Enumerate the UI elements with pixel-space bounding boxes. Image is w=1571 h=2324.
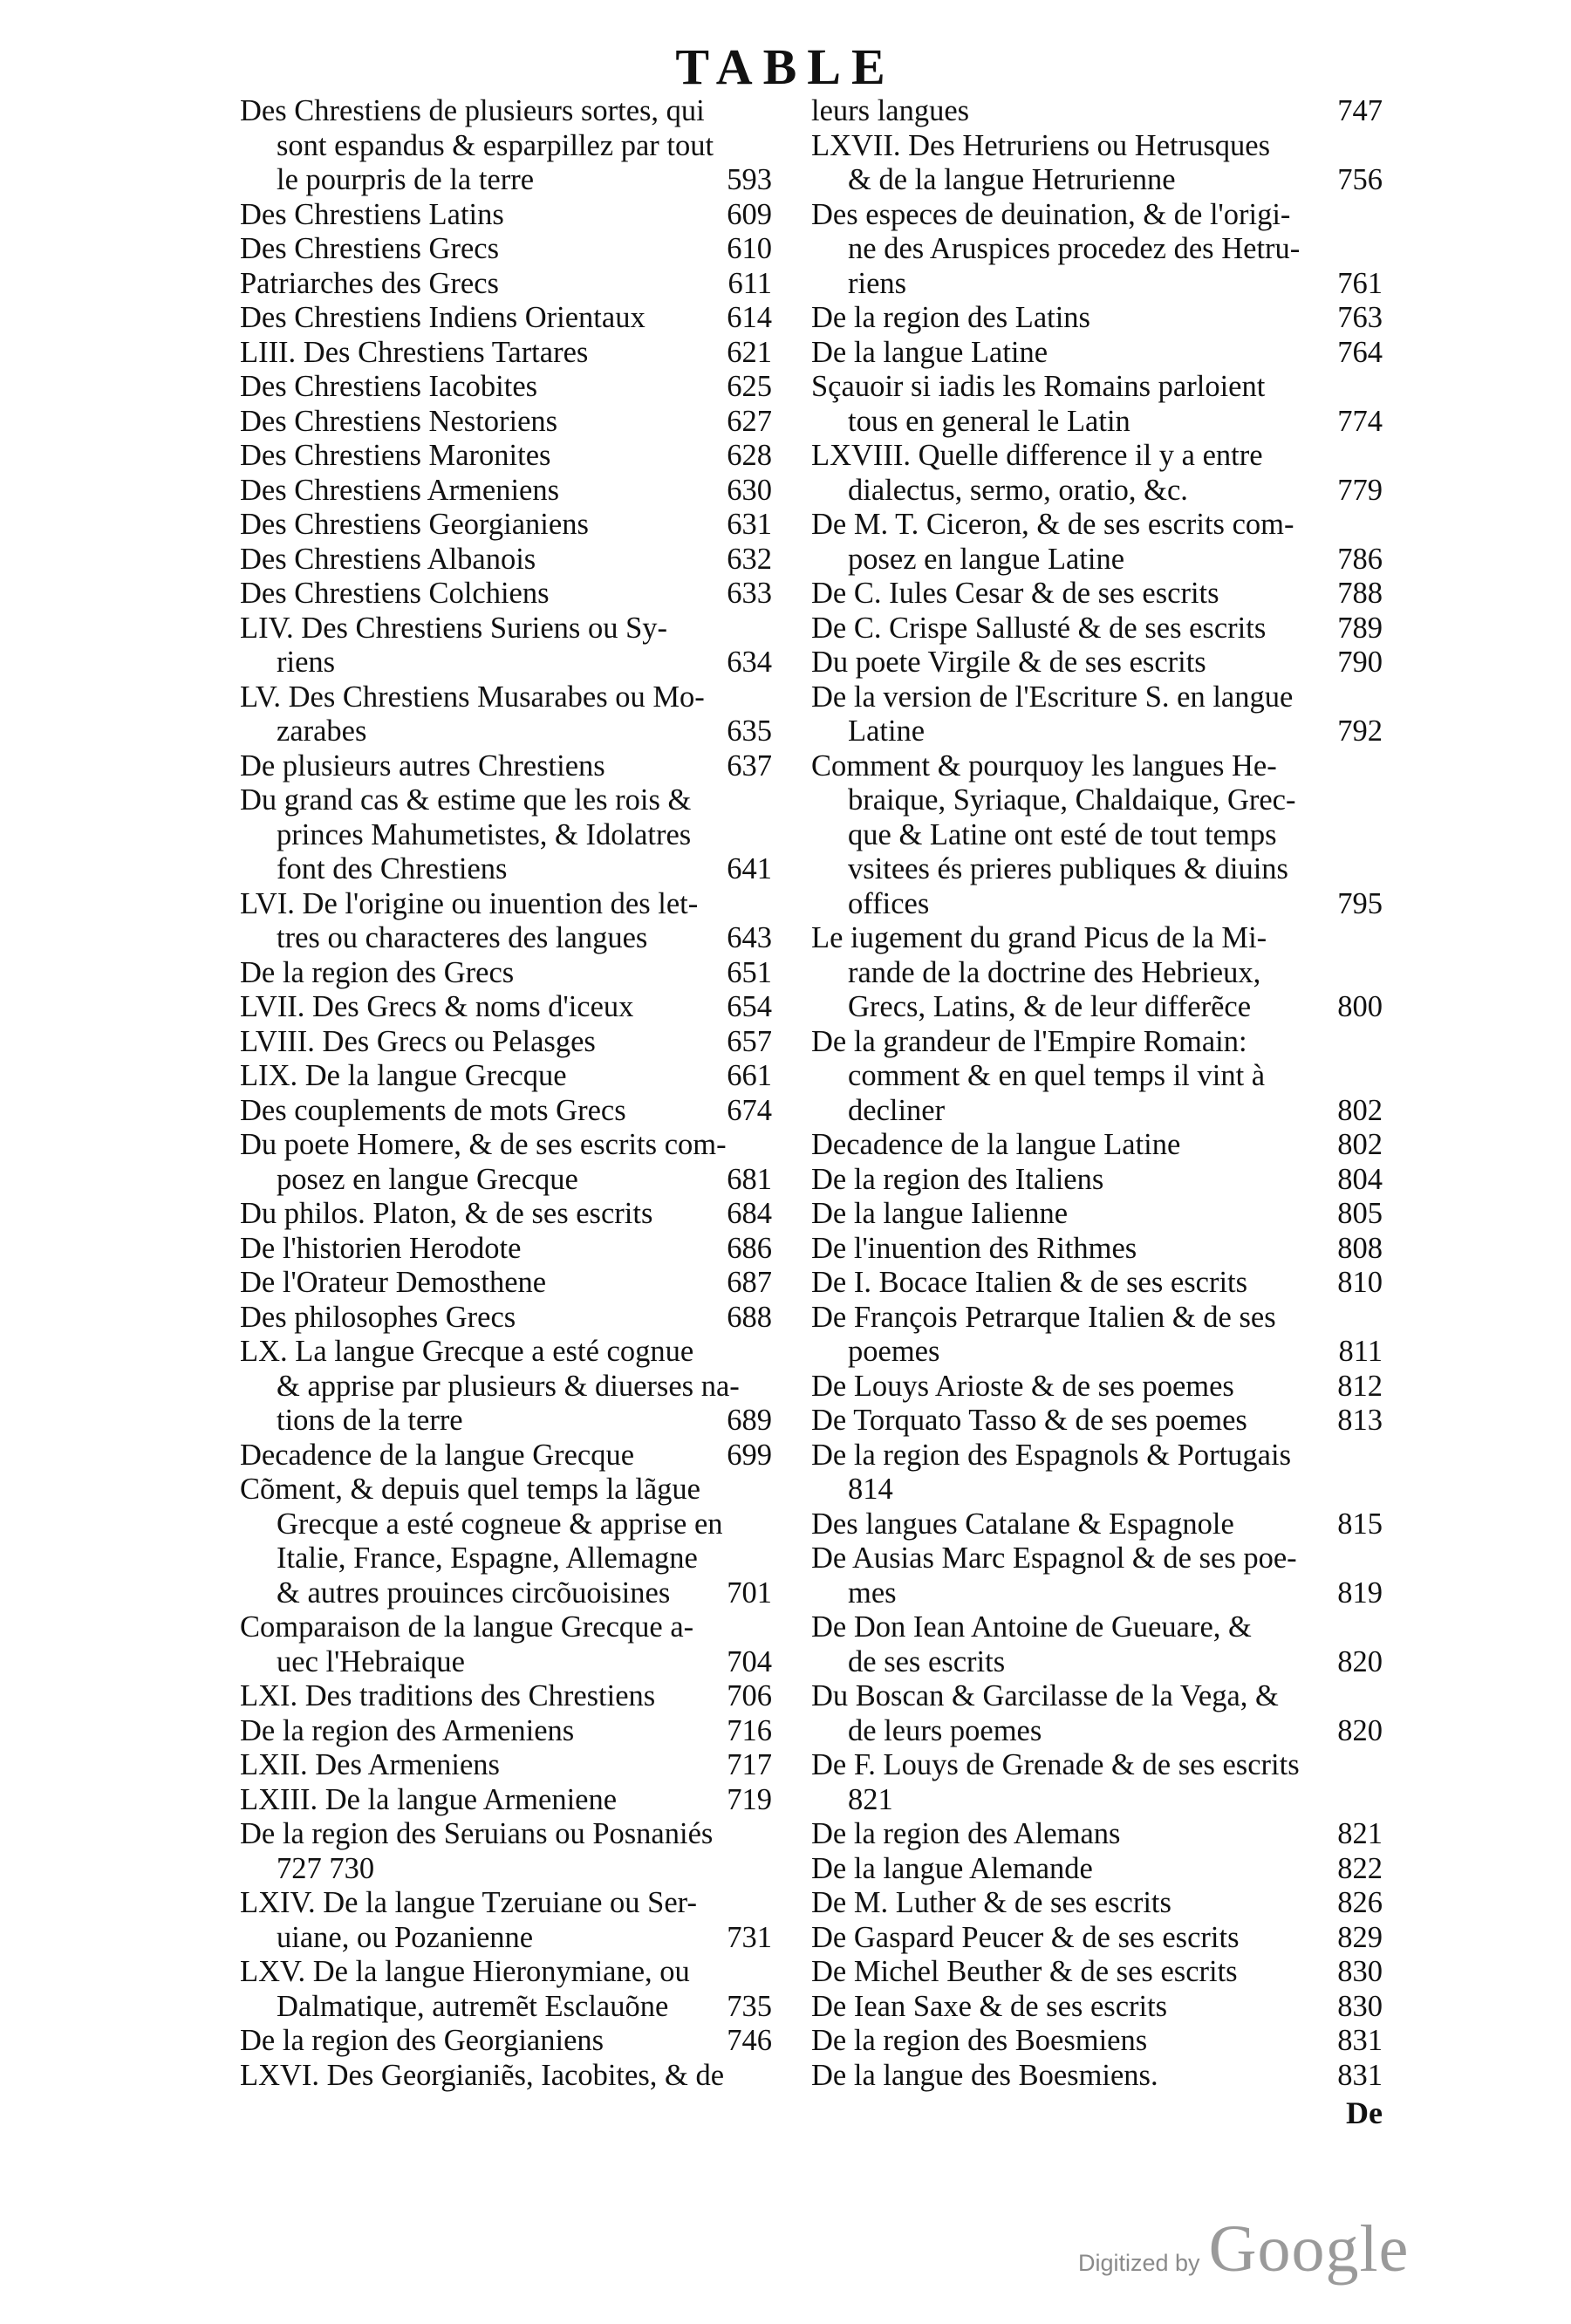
index-entry xyxy=(811,1507,1383,1542)
index-entry xyxy=(240,1025,772,1060)
entry-title: LXI. Des traditions des Chrestiens xyxy=(240,1679,656,1712)
entry-title: De la region des Grecs xyxy=(240,955,515,989)
entry-title: De François Petrarque Italien & de ses xyxy=(811,1300,1276,1334)
catchword: De xyxy=(1346,2095,1383,2130)
page-number: 621 xyxy=(727,335,772,369)
page-number: 831 xyxy=(1337,2024,1383,2057)
entry-title: De la version de l'Escriture S. en langue xyxy=(811,680,1294,714)
page-number: 717 xyxy=(727,1748,772,1781)
page-number: 657 xyxy=(727,1024,772,1058)
index-entry xyxy=(811,1817,1383,1852)
index-entry xyxy=(240,1714,772,1749)
entry-continuation: 731 uiane, ou Pozanienne xyxy=(277,1920,772,1954)
entry-continuation: ne des Aruspices procedez des Hetru- xyxy=(848,232,1301,265)
entry-title: De C. Crispe Sallusté & de ses escrits xyxy=(811,611,1267,645)
page-number: 643 xyxy=(727,921,772,954)
index-entry xyxy=(811,2059,1383,2094)
page-number: 829 xyxy=(1337,1920,1383,1954)
page-number: 611 xyxy=(727,266,772,300)
entry-title: Du philos. Platon, & de ses escrits xyxy=(240,1197,653,1230)
index-entry xyxy=(240,474,772,509)
page-number: 804 xyxy=(1337,1162,1383,1196)
index-entry xyxy=(240,1232,772,1267)
entry-title: Du grand cas & estime que les rois & xyxy=(240,783,692,817)
page-number: 789 xyxy=(1337,611,1383,645)
page-number: 812 xyxy=(1337,1369,1383,1403)
entry-title: Decadence de la langue Grecque xyxy=(240,1438,635,1472)
index-entry xyxy=(240,508,772,543)
page-title: TABLE xyxy=(675,38,896,95)
page-number: 637 xyxy=(727,748,772,783)
index-entry xyxy=(811,129,1383,198)
entry-title: LX. La langue Grecque a esté cognue xyxy=(240,1335,694,1368)
page-number: 706 xyxy=(727,1679,772,1712)
entry-title: Comparaison de la langue Grecque a- xyxy=(240,1610,694,1644)
index-entry xyxy=(240,2059,772,2094)
entry-continuation: 811 poemes xyxy=(848,1335,1383,1368)
index-entry xyxy=(811,1610,1383,1679)
page-number: 684 xyxy=(727,1197,772,1230)
index-entry xyxy=(240,612,772,680)
entry-continuation: 635 zarabes xyxy=(277,714,772,748)
entry-title: De la region des Latins xyxy=(811,301,1090,334)
index-entry xyxy=(811,1370,1383,1405)
index-entry xyxy=(240,1266,772,1301)
index-entry xyxy=(240,1197,772,1232)
entry-title: De Ausias Marc Espagnol & de ses poe- xyxy=(811,1541,1297,1575)
page-number: 687 xyxy=(727,1266,772,1299)
entry-title: Des philosophes Grecs xyxy=(240,1300,516,1334)
entry-continuation: 641 font des Chrestiens xyxy=(277,852,772,885)
left-column xyxy=(240,94,772,2093)
index-entry xyxy=(240,1335,772,1439)
index-entry xyxy=(240,1128,772,1197)
entry-title: De Michel Beuther & de ses escrits xyxy=(811,1955,1238,1988)
page-number: 764 xyxy=(1337,335,1383,369)
page-number: 795 xyxy=(1337,886,1383,920)
index-entry xyxy=(811,439,1383,508)
page-number: 820 xyxy=(1337,1713,1383,1747)
entry-title: De Louys Arioste & de ses poemes xyxy=(811,1369,1234,1403)
digitized-by-label: Digitized by xyxy=(1078,2250,1200,2276)
entry-title: Le iugement du grand Picus de la Mi- xyxy=(811,921,1267,954)
entry-continuation: 681 posez en langue Grecque xyxy=(277,1162,772,1196)
page-number: 822 xyxy=(1337,1851,1383,1885)
digitization-watermark xyxy=(1078,2211,1409,2287)
entry-continuation: 819 mes xyxy=(848,1576,1383,1610)
page-number: 800 xyxy=(1337,990,1383,1023)
page-number: 614 xyxy=(727,301,772,334)
entry-continuation: 761 riens xyxy=(848,266,1383,300)
entry-continuation: 735 Dalmatique, autremẽt Esclauõne xyxy=(277,1989,772,2023)
page-number: 746 xyxy=(727,2024,772,2057)
entry-continuation: 820 de ses escrits xyxy=(848,1644,1383,1678)
page-number: 747 xyxy=(1337,94,1383,127)
entry-title: De I. Bocace Italien & de ses escrits xyxy=(811,1266,1248,1299)
entry-continuation: 701 & autres prouinces circõuoisines xyxy=(277,1576,772,1610)
page-number: 830 xyxy=(1337,1955,1383,1988)
index-entry xyxy=(240,956,772,991)
index-entry xyxy=(811,1128,1383,1163)
entry-continuation: Italie, France, Espagne, Allemagne xyxy=(277,1541,698,1575)
entry-continuation: Grecque a esté cogneue & apprise en xyxy=(277,1507,723,1541)
index-entry xyxy=(811,1266,1383,1301)
page-number: 831 xyxy=(1337,2058,1383,2092)
index-entry xyxy=(811,508,1383,577)
entry-title: LIV. Des Chrestiens Suriens ou Sy- xyxy=(240,611,668,645)
entry-continuation: 820 de leurs poemes xyxy=(848,1713,1383,1747)
index-entry xyxy=(811,680,1383,749)
page-number: 808 xyxy=(1337,1231,1383,1265)
index-entry xyxy=(811,1197,1383,1232)
page-number: 716 xyxy=(727,1713,772,1747)
index-entry xyxy=(240,783,772,887)
index-entry xyxy=(240,301,772,336)
index-entry xyxy=(811,1955,1383,1990)
entry-title: De la region des Seruians ou Posnaniés xyxy=(240,1817,714,1850)
entry-title: De Torquato Tasso & de ses poemes xyxy=(811,1404,1247,1437)
entry-title: Cõment, & depuis quel temps la lãgue xyxy=(240,1473,700,1506)
entry-title: De la region des Alemans xyxy=(811,1817,1121,1850)
index-entry xyxy=(240,439,772,474)
page-number: 633 xyxy=(727,577,772,610)
index-entry xyxy=(240,267,772,302)
index-entry xyxy=(240,370,772,405)
index-entry xyxy=(240,232,772,267)
page-number: 686 xyxy=(727,1231,772,1265)
entry-title: LXIV. De la langue Tzeruiane ou Ser- xyxy=(240,1886,697,1919)
index-entry xyxy=(811,1886,1383,1921)
entry-title: LXVII. Des Hetruriens ou Hetrusques xyxy=(811,128,1270,162)
entry-continuation: 774 tous en general le Latin xyxy=(848,404,1383,438)
page-number: 635 xyxy=(727,714,772,748)
index-entry xyxy=(240,680,772,749)
index-entry xyxy=(811,1921,1383,1956)
entry-title: Des Chrestiens Grecs xyxy=(240,232,500,265)
page-number: 735 xyxy=(727,1989,772,2023)
page-number: 651 xyxy=(727,955,772,989)
entry-title: De plusieurs autres Chrestiens xyxy=(240,748,605,783)
index-entry xyxy=(811,336,1383,371)
index-entry xyxy=(811,921,1383,1025)
entry-title: De Gaspard Peucer & de ses escrits xyxy=(811,1920,1240,1954)
index-entry xyxy=(811,646,1383,680)
index-entry xyxy=(240,887,772,956)
page-number: 681 xyxy=(727,1162,772,1196)
entry-title: Des especes de deuination, & de l'origi- xyxy=(811,197,1291,231)
page-number: 820 xyxy=(1337,1644,1383,1678)
entry-continuation: & apprise par plusieurs & diuerses na- xyxy=(277,1369,740,1403)
entry-title: De M. T. Ciceron, & de ses escrits com- xyxy=(811,508,1294,541)
page-number: 593 xyxy=(727,163,772,196)
page-number: 654 xyxy=(727,990,772,1023)
entry-title: Des Chrestiens Iacobites xyxy=(240,370,538,403)
page-number: 674 xyxy=(727,1093,772,1127)
entry-title: LV. Des Chrestiens Musarabes ou Mo- xyxy=(240,680,705,714)
page-number: 813 xyxy=(1337,1404,1383,1437)
entry-continuation: comment & en quel temps il vint à xyxy=(848,1059,1266,1092)
index-entry xyxy=(240,1610,772,1679)
page-number: 830 xyxy=(1337,1989,1383,2023)
page-number: 792 xyxy=(1337,714,1383,748)
entry-title: De C. Iules Cesar & de ses escrits xyxy=(811,577,1219,610)
index-entry xyxy=(811,301,1383,336)
page-number: 661 xyxy=(727,1059,772,1092)
entry-continuation: 802 decliner xyxy=(848,1093,1383,1127)
entry-title: LXIII. De la langue Armeniene xyxy=(240,1782,618,1816)
index-entry xyxy=(240,1059,772,1094)
page-number: 634 xyxy=(727,646,772,679)
entry-title: De l'Orateur Demosthene xyxy=(240,1266,547,1299)
entry-continuation: 821 xyxy=(848,1782,893,1816)
index-entry xyxy=(811,1163,1383,1198)
index-entry xyxy=(811,1404,1383,1439)
page-number: 763 xyxy=(1337,301,1383,334)
entry-continuation: 795 offices xyxy=(848,886,1383,920)
index-entry xyxy=(240,1094,772,1129)
index-entry xyxy=(811,1439,1383,1507)
index-entry xyxy=(811,1541,1383,1610)
index-entry xyxy=(811,612,1383,646)
entry-title: LVIII. Des Grecs ou Pelasges xyxy=(240,1024,596,1058)
index-entry xyxy=(240,1886,772,1955)
entry-title: LXVIII. Quelle difference il y a entre xyxy=(811,439,1263,472)
entry-title: Des couplements de mots Grecs xyxy=(240,1093,626,1127)
entry-title: LXVI. Des Georgianiẽs, Iacobites, & de xyxy=(240,2058,725,2092)
page-number: 811 xyxy=(1338,1335,1383,1368)
google-logo: Google xyxy=(1208,2212,1410,2286)
page-number: 802 xyxy=(1337,1093,1383,1127)
index-entry xyxy=(240,1473,772,1610)
entry-continuation: sont espandus & esparpillez par tout xyxy=(277,128,714,162)
index-entry xyxy=(240,405,772,440)
entry-title: Des Chrestiens Albanois xyxy=(240,542,536,576)
entry-title: De F. Louys de Grenade & de ses escrits xyxy=(811,1748,1300,1781)
entry-title: Du Boscan & Garcilasse de la Vega, & xyxy=(811,1679,1279,1712)
index-entry xyxy=(811,94,1383,129)
entry-continuation: 756 & de la langue Hetrurienne xyxy=(848,163,1383,196)
entry-title: De la langue Alemande xyxy=(811,1851,1093,1885)
page-number: 790 xyxy=(1337,646,1383,679)
entry-title: Sçauoir si iadis les Romains parloient xyxy=(811,370,1266,403)
entry-continuation: 814 xyxy=(848,1473,893,1506)
entry-continuation: 643 tres ou characteres des langues xyxy=(277,921,772,954)
entry-title: De la langue Ialienne xyxy=(811,1197,1069,1230)
page-number: 810 xyxy=(1337,1266,1383,1299)
index-entry xyxy=(240,543,772,578)
index-entry xyxy=(240,1748,772,1783)
entry-title: De la grandeur de l'Empire Romain: xyxy=(811,1024,1247,1058)
entry-title: De l'historien Herodote xyxy=(240,1231,522,1265)
entry-title: Du poete Homere, & de ses escrits com- xyxy=(240,1128,727,1161)
index-entry xyxy=(811,198,1383,302)
index-entry xyxy=(240,1301,772,1336)
page-number: 805 xyxy=(1337,1197,1383,1230)
entry-continuation: 779 dialectus, sermo, oratio, &c. xyxy=(848,473,1383,507)
entry-title: De la region des Italiens xyxy=(811,1162,1104,1196)
page-number: 701 xyxy=(727,1576,772,1610)
entry-title: Des langues Catalane & Espagnole xyxy=(811,1507,1234,1541)
page-number: 699 xyxy=(727,1438,772,1472)
page-number: 689 xyxy=(727,1404,772,1437)
page-number: 719 xyxy=(727,1782,772,1816)
entry-title: leurs langues xyxy=(811,94,970,127)
entry-continuation: 727 730 xyxy=(277,1851,375,1885)
index-entry xyxy=(240,1439,772,1473)
page-number: 704 xyxy=(727,1644,772,1678)
entry-continuation: 634 riens xyxy=(277,646,772,679)
entry-continuation: 792 Latine xyxy=(848,714,1383,748)
index-entry xyxy=(811,1679,1383,1748)
page-number: 610 xyxy=(727,232,772,265)
index-entry xyxy=(811,1748,1383,1817)
page-number: 761 xyxy=(1337,266,1383,300)
index-entry xyxy=(240,1783,772,1818)
entry-continuation: princes Mahumetistes, & Idolatres xyxy=(277,817,692,851)
entry-continuation: rande de la doctrine des Hebrieux, xyxy=(848,955,1261,989)
index-entry xyxy=(811,749,1383,922)
page-number: 802 xyxy=(1337,1128,1383,1161)
page-number: 641 xyxy=(727,852,772,885)
index-entry xyxy=(240,749,772,784)
entry-title: Des Chrestiens Georgianiens xyxy=(240,508,589,541)
entry-continuation: que & Latine ont esté de tout temps xyxy=(848,817,1277,851)
page-number: 627 xyxy=(727,404,772,438)
entry-title: De Iean Saxe & de ses escrits xyxy=(811,1989,1168,2023)
entry-title: LVI. De l'origine ou inuention des let- xyxy=(240,886,699,920)
entry-title: Des Chrestiens de plusieurs sortes, qui xyxy=(240,94,705,127)
entry-title: De la region des Georgianiens xyxy=(240,2024,604,2057)
entry-title: De Don Iean Antoine de Gueuare, & xyxy=(811,1610,1252,1644)
entry-continuation: 689 tions de la terre xyxy=(277,1404,772,1437)
page-number: 821 xyxy=(1337,1817,1383,1850)
entry-continuation: 786 posez en langue Latine xyxy=(848,542,1383,576)
index-entry xyxy=(811,1232,1383,1267)
entry-title: Comment & pourquoy les langues He- xyxy=(811,748,1277,783)
entry-title: De la langue Latine xyxy=(811,335,1048,369)
entry-title: LIII. Des Chrestiens Tartares xyxy=(240,335,589,369)
page-number: 819 xyxy=(1337,1576,1383,1610)
index-entry xyxy=(240,198,772,233)
page-number: 779 xyxy=(1337,473,1383,507)
entry-title: Des Chrestiens Indiens Orientaux xyxy=(240,301,645,334)
entry-title: De M. Luther & de ses escrits xyxy=(811,1886,1171,1919)
entry-title: LVII. Des Grecs & noms d'iceux xyxy=(240,990,634,1023)
page-number: 688 xyxy=(727,1300,772,1334)
index-entry xyxy=(811,370,1383,439)
entry-title: Des Chrestiens Maronites xyxy=(240,439,551,472)
entry-title: De la region des Boesmiens xyxy=(811,2024,1148,2057)
index-entry xyxy=(240,336,772,371)
entry-title: Des Chrestiens Armeniens xyxy=(240,473,560,507)
page-number: 731 xyxy=(727,1920,772,1954)
entry-title: LXV. De la langue Hieronymiane, ou xyxy=(240,1955,690,1988)
index-entry xyxy=(240,1679,772,1714)
index-entry xyxy=(811,1301,1383,1370)
page-number: 630 xyxy=(727,473,772,507)
entry-title: Decadence de la langue Latine xyxy=(811,1128,1181,1161)
entry-title: LIX. De la langue Grecque xyxy=(240,1059,567,1092)
entry-title: De l'inuention des Rithmes xyxy=(811,1231,1137,1265)
entry-continuation: 704 uec l'Hebraique xyxy=(277,1644,772,1678)
index-entry xyxy=(240,1817,772,1886)
index-entry xyxy=(240,577,772,612)
entry-title: Des Chrestiens Colchiens xyxy=(240,577,550,610)
page-number: 826 xyxy=(1337,1886,1383,1919)
entry-title: De la langue des Boesmiens. xyxy=(811,2058,1158,2092)
page-number: 788 xyxy=(1337,577,1383,610)
index-entry xyxy=(811,1025,1383,1129)
entry-continuation: vsitees és prieres publiques & diuins xyxy=(848,852,1288,885)
index-entry xyxy=(240,94,772,198)
page-number: 632 xyxy=(727,542,772,576)
entry-title: Des Chrestiens Nestoriens xyxy=(240,404,558,438)
entry-continuation: 800 Grecs, Latins, & de leur differẽce xyxy=(848,990,1383,1023)
entry-title: Des Chrestiens Latins xyxy=(240,197,504,231)
entry-continuation: 593 le pourpris de la terre xyxy=(277,163,772,196)
entry-continuation: braique, Syriaque, Chaldaique, Grec- xyxy=(848,783,1296,817)
right-column xyxy=(811,94,1383,2093)
index-entry xyxy=(811,577,1383,612)
index-entry xyxy=(240,990,772,1025)
index-entry xyxy=(240,1955,772,2024)
index-entry xyxy=(811,1990,1383,2025)
page-number: 756 xyxy=(1337,163,1383,196)
page-number: 631 xyxy=(727,508,772,541)
page-number: 815 xyxy=(1337,1507,1383,1541)
entry-title: LXII. Des Armeniens xyxy=(240,1748,500,1781)
entry-title: De la region des Espagnols & Portugais xyxy=(811,1438,1291,1472)
entry-title: Du poete Virgile & de ses escrits xyxy=(811,646,1206,679)
index-entry xyxy=(811,1852,1383,1887)
page-number: 628 xyxy=(727,439,772,472)
page-number: 774 xyxy=(1337,404,1383,438)
index-entry xyxy=(240,2024,772,2059)
entry-title: Patriarches des Grecs xyxy=(240,266,499,300)
index-entry xyxy=(811,2024,1383,2059)
page-number: 786 xyxy=(1337,542,1383,576)
page-number: 625 xyxy=(727,370,772,403)
page-number: 609 xyxy=(727,197,772,231)
entry-title: De la region des Armeniens xyxy=(240,1713,575,1747)
